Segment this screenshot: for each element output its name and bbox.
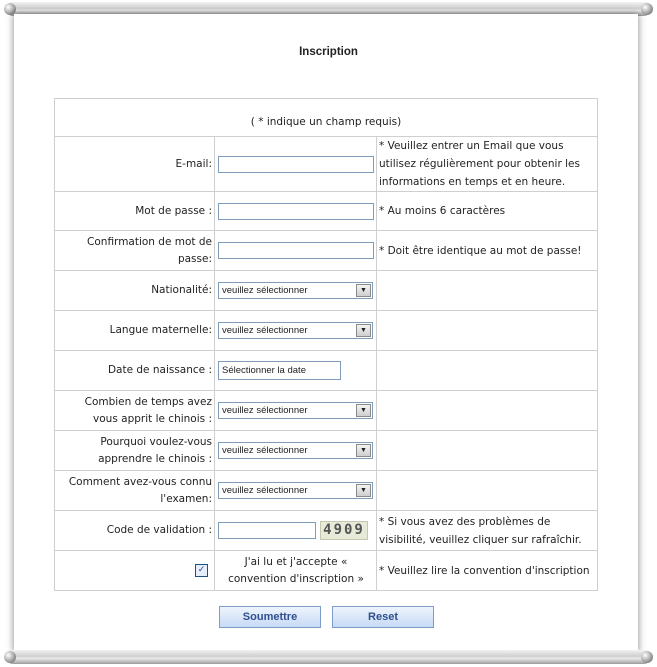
validation-code-label: Code de validation : [55,511,215,551]
birthdate-label: Date de naissance : [55,351,215,391]
chevron-down-icon[interactable]: ▼ [356,284,371,297]
empty-note [377,471,598,511]
mother-tongue-selected: veuillez sélectionner [222,325,308,336]
check-icon: ✓ [197,565,206,575]
referral-select[interactable] [218,482,373,499]
reason-selected: veuillez sélectionner [222,445,308,456]
reason-label: Pourquoi voulez-vous apprendre le chinois : [55,431,215,471]
empty-note [377,351,598,391]
study-duration-selected: veuillez sélectionner [222,405,308,416]
chevron-down-icon[interactable]: ▼ [356,484,371,497]
referral-label: Comment avez-vous connu l'examen: [55,471,215,511]
nationality-label: Nationalité: [55,271,215,311]
required-hint: ( * indique un champ requis) [55,99,598,137]
nationality-select[interactable] [218,282,373,299]
page-title: Inscription [299,46,358,58]
chevron-down-icon[interactable]: ▼ [356,324,371,337]
password-confirm-note: * Doit être identique au mot de passe! [377,231,598,271]
captcha-image[interactable]: 4909 [320,521,368,540]
empty-note [377,391,598,431]
form-actions [219,606,434,628]
agreement-text[interactable]: J'ai lu et j'accepte « convention d'inscription » [228,555,364,585]
validation-code-input[interactable] [218,522,316,539]
chevron-down-icon[interactable]: ▼ [356,444,371,457]
agreement-checkbox[interactable] [195,564,208,577]
reason-select[interactable] [218,442,373,459]
study-duration-select[interactable] [218,402,373,419]
referral-selected: veuillez sélectionner [222,485,308,496]
mother-tongue-select[interactable] [218,322,373,339]
nationality-selected: veuillez sélectionner [222,285,308,296]
study-duration-label: Combien de temps avez vous apprit le chinois : [55,391,215,431]
password-label: Mot de passe : [55,192,215,231]
agreement-cell [55,551,215,591]
password-field[interactable] [218,203,374,220]
bottom-scroll-rod [6,650,651,664]
mother-tongue-label: Langue maternelle: [55,311,215,351]
registration-form [54,98,598,591]
empty-note [377,311,598,351]
email-label: E-mail: [55,137,215,192]
submit-button[interactable]: Soumettre [219,606,321,628]
empty-note [377,431,598,471]
agreement-note: * Veuillez lire la convention d'inscription [377,551,598,591]
password-note: * Au moins 6 caractères [377,192,598,231]
email-field[interactable] [218,156,374,173]
reset-button[interactable]: Reset [332,606,434,628]
email-note: * Veuillez entrer un Email que vous utilisez régulièrement pour obtenir les informations en temps et en heure. [377,137,598,192]
validation-code-note: * Si vous avez des problèmes de visibilité, veuillez cliquer sur rafraîchir. [377,511,598,551]
password-confirm-field[interactable] [218,242,374,259]
empty-note [377,271,598,311]
birthdate-picker[interactable]: Sélectionner la date [218,361,341,380]
chevron-down-icon[interactable]: ▼ [356,404,371,417]
password-confirm-label: Confirmation de mot de passe: [55,231,215,271]
agreement-checkbox-wrap [57,564,212,577]
